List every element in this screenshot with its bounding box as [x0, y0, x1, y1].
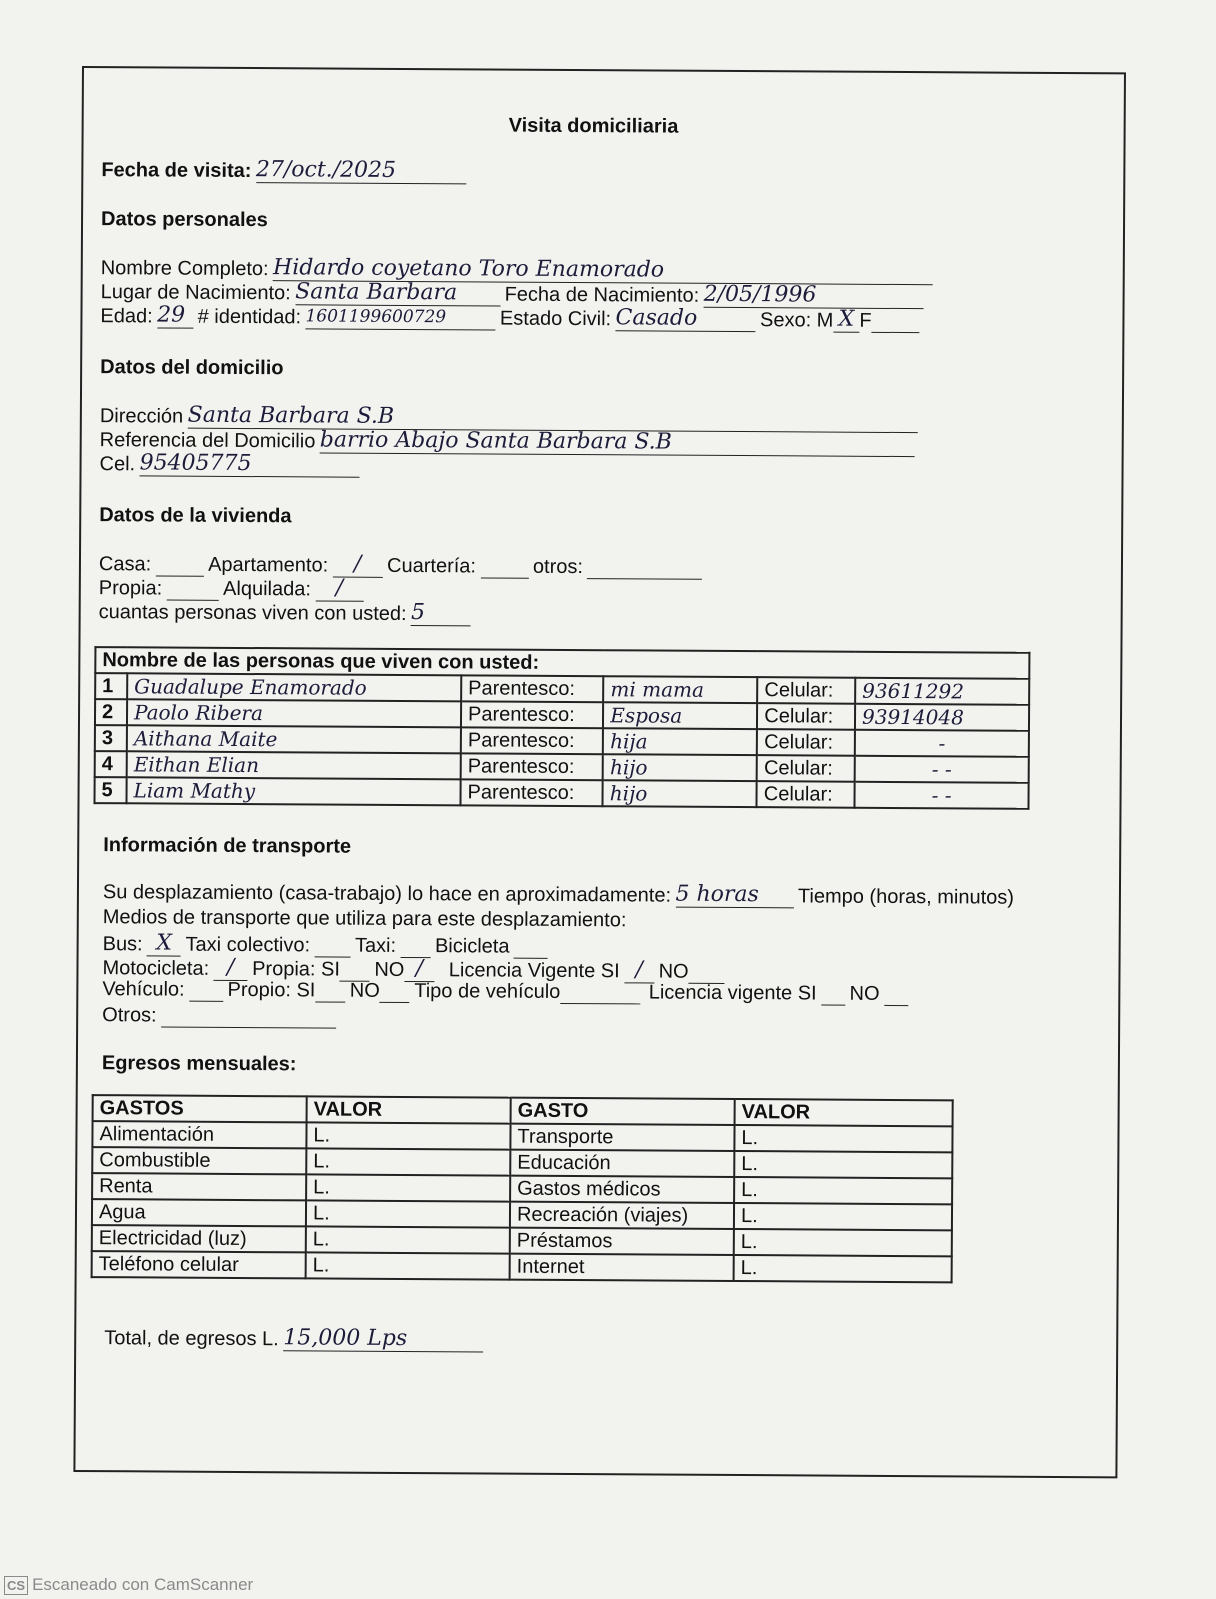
personas-count-row — [99, 598, 472, 626]
taxi-label: Taxi: — [354, 934, 397, 957]
form-sheet — [73, 66, 1126, 1478]
gasto-name: Recreación (viajes) — [510, 1202, 734, 1229]
nombre-label: Nombre Completo: — [100, 257, 269, 281]
transporte-heading: Información de transporte — [103, 834, 352, 858]
person-name: Paolo Ribera — [127, 699, 461, 727]
licencia-vigente-no-label: NO — [849, 982, 880, 1005]
bicicleta-label: Bicicleta — [434, 935, 510, 958]
row-number: 1 — [95, 673, 127, 699]
form-title: Visita domiciliaria — [508, 114, 679, 138]
direccion-value: Santa Barbara S.B — [188, 403, 918, 433]
camscanner-icon: CS — [4, 1576, 28, 1595]
vehiculo-propio-blank — [315, 979, 345, 1002]
gasto-name: Teléfono celular — [92, 1251, 306, 1278]
person-name: Eithan Elian — [127, 751, 461, 779]
total-row — [104, 1324, 483, 1352]
alquilada-label: Alquilada: — [223, 577, 311, 601]
person-name: Aithana Maite — [127, 725, 461, 753]
celular-label: Celular: — [757, 677, 855, 704]
row-number: 2 — [95, 699, 127, 725]
valor-header: VALOR — [307, 1096, 511, 1123]
tipo-vehiculo-blank — [560, 981, 640, 1004]
fnac-value: 2/05/1996 — [704, 282, 924, 309]
personas-count-value: 5 — [411, 600, 471, 626]
parentesco-label: Parentesco: — [461, 675, 603, 702]
licencia-vigente-label: Licencia vigente SI — [648, 981, 817, 1005]
gasto-name: Transporte — [510, 1124, 734, 1151]
alquilada-mark: / — [315, 575, 363, 601]
personas-table — [93, 646, 1030, 810]
lugar-value: Santa Barbara — [295, 279, 500, 306]
cel-row — [99, 450, 359, 478]
referencia-label: Referencia del Domicilio — [99, 429, 316, 453]
tipo-vehiculo-label: Tipo de vehículo — [414, 980, 561, 1003]
parentesco-value: Esposa — [603, 702, 757, 729]
fecha-value: 27/oct./2025 — [256, 157, 466, 184]
row-number: 5 — [94, 777, 126, 803]
parentesco-label: Parentesco: — [461, 753, 603, 780]
nombre-value: Hidardo coyetano Toro Enamorado — [273, 255, 933, 285]
gasto-value: L. — [734, 1125, 952, 1152]
otros-blank — [587, 556, 702, 580]
vivienda-heading: Datos de la vivienda — [99, 504, 292, 528]
gasto-value: L. — [306, 1148, 510, 1175]
celular-value: - - — [855, 756, 1029, 783]
parentesco-value: hija — [603, 728, 757, 755]
bus-mark: X — [147, 930, 181, 956]
sexo-label: Sexo: M — [759, 309, 834, 332]
vehiculo-blank — [189, 979, 223, 1002]
egresos-table — [91, 1094, 954, 1283]
edad-row — [100, 302, 919, 333]
moto-propia-blank — [340, 959, 370, 982]
bus-label: Bus: — [102, 933, 143, 956]
desplazamiento-value: 5 horas — [675, 882, 793, 909]
gasto-value: L. — [734, 1177, 952, 1204]
gasto-value: L. — [734, 1255, 952, 1282]
gasto-value: L. — [306, 1252, 510, 1279]
table-row — [94, 777, 1028, 809]
otros-label: otros: — [532, 555, 584, 579]
moto-mark: / — [214, 955, 248, 981]
cel-value: 95405775 — [140, 450, 360, 477]
moto-label: Motocicleta: — [102, 957, 210, 980]
gasto-value: L. — [306, 1174, 510, 1201]
moto-propia-label: Propia: SI — [252, 958, 341, 981]
taxi-blank — [400, 935, 430, 958]
direccion-label: Dirección — [99, 405, 184, 428]
gasto-name: Préstamos — [510, 1228, 734, 1255]
celular-label: Celular: — [757, 755, 855, 782]
licencia-vigente-blank — [821, 983, 845, 1006]
personales-heading: Datos personales — [100, 208, 268, 232]
row-number: 4 — [95, 751, 127, 777]
edad-label: Edad: — [100, 305, 153, 328]
otros-transporte-blank — [161, 1005, 336, 1029]
gasto-value: L. — [734, 1151, 952, 1178]
celular-value: - — [855, 730, 1029, 757]
gasto-name: Renta — [92, 1173, 306, 1200]
propia-label: Propia: — [98, 577, 163, 600]
parentesco-label: Parentesco: — [461, 701, 603, 728]
gasto-name: Combustible — [92, 1147, 306, 1174]
lugar-label: Lugar de Nacimiento: — [100, 281, 291, 305]
row-number: 3 — [95, 725, 127, 751]
gasto-header: GASTO — [511, 1098, 735, 1125]
sexo-mark: X — [833, 307, 859, 333]
cel-label: Cel. — [99, 453, 136, 476]
otros-transporte-row — [102, 1004, 336, 1028]
gasto-name: Educación — [510, 1150, 734, 1177]
tiempo-label: Tiempo (horas, minutos) — [797, 885, 1015, 909]
propia-blank — [167, 578, 219, 601]
vehiculo-no-blank — [380, 980, 410, 1003]
cuarteria-label: Cuartería: — [387, 554, 477, 578]
civil-label: Estado Civil: — [499, 307, 612, 331]
licencia-vigente-no-blank — [884, 983, 908, 1006]
casa-label: Casa: — [98, 553, 152, 576]
taxi-colectivo-blank — [314, 934, 350, 957]
casa-blank — [156, 553, 204, 576]
id-value: 1601199600729 — [305, 306, 495, 330]
parentesco-label: Parentesco: — [461, 727, 603, 754]
moto-no-label: NO — [374, 958, 405, 981]
medios-label: Medios de transporte que utiliza para este desplazamiento: — [102, 906, 627, 932]
valor2-header: VALOR — [735, 1099, 953, 1126]
edad-value: 29 — [157, 302, 193, 328]
civil-value: Casado — [615, 305, 755, 332]
desplazamiento-row — [103, 878, 1014, 910]
total-value: 15,000 Lps — [283, 1325, 483, 1352]
person-name: Liam Mathy — [126, 777, 460, 805]
vehiculo-label: Vehículo: — [102, 978, 185, 1001]
licencia-mark: / — [624, 957, 654, 983]
bicicleta-blank — [514, 936, 548, 959]
celular-label: Celular: — [757, 781, 855, 808]
parentesco-value: mi mama — [603, 676, 757, 703]
vehiculo-row — [102, 978, 908, 1006]
fecha-label: Fecha de visita: — [101, 159, 252, 183]
celular-value: - - — [854, 782, 1028, 809]
domicilio-heading: Datos del domicilio — [100, 356, 284, 380]
parentesco-label: Parentesco: — [460, 779, 602, 806]
parentesco-value: hijo — [603, 780, 757, 807]
desplazamiento-label: Su desplazamiento (casa-trabajo) lo hace en aproximadamente: — [102, 881, 672, 907]
fnac-label: Fecha de Nacimiento: — [504, 283, 700, 307]
gasto-value: L. — [734, 1203, 952, 1230]
sexo-f-blank — [872, 310, 920, 333]
otros-transporte-label: Otros: — [102, 1004, 157, 1027]
scanner-footer — [4, 1575, 253, 1595]
celular-value: 93611292 — [855, 678, 1029, 705]
parentesco-value: hijo — [603, 754, 757, 781]
apto-mark: / — [333, 552, 383, 578]
licencia-no-label: NO — [658, 960, 689, 983]
gasto-name: Internet — [510, 1254, 734, 1281]
table-row — [92, 1251, 952, 1282]
gasto-name: Alimentación — [92, 1121, 306, 1148]
personas-heading: Nombre de las personas que viven con usted: — [95, 647, 1029, 679]
vehiculo-no-label: NO — [349, 979, 380, 1002]
celular-label: Celular: — [757, 703, 855, 730]
gasto-name: Electricidad (luz) — [92, 1225, 306, 1252]
personas-count-label: cuantas personas viven con usted: — [98, 601, 407, 625]
gasto-name: Agua — [92, 1199, 306, 1226]
taxi-colectivo-label: Taxi colectivo: — [185, 933, 311, 957]
person-name: Guadalupe Enamorado — [127, 673, 461, 701]
celular-label: Celular: — [757, 729, 855, 756]
sexo-f-label: F — [859, 309, 872, 332]
gastos-header: GASTOS — [93, 1095, 307, 1122]
moto-no-mark: / — [404, 956, 434, 982]
egresos-heading: Egresos mensuales: — [101, 1052, 297, 1076]
licencia-label: Licencia Vigente SI — [448, 959, 620, 983]
vehiculo-propio-label: Propio: SI — [227, 978, 316, 1002]
scanner-footer-text: Escaneado con CamScanner — [32, 1575, 254, 1594]
gasto-value: L. — [306, 1122, 510, 1149]
apto-label: Apartamento: — [208, 553, 329, 577]
gasto-value: L. — [734, 1229, 952, 1256]
fecha-row — [101, 156, 466, 184]
gasto-name: Gastos médicos — [510, 1176, 734, 1203]
gasto-value: L. — [306, 1200, 510, 1227]
celular-value: 93914048 — [855, 704, 1029, 731]
gasto-value: L. — [306, 1226, 510, 1253]
referencia-value: barrio Abajo Santa Barbara S.B — [320, 427, 915, 457]
licencia-no-blank — [689, 961, 725, 984]
cuarteria-blank — [480, 555, 528, 578]
id-label: # identidad: — [197, 305, 302, 329]
total-label: Total, de egresos L. — [104, 1327, 279, 1351]
